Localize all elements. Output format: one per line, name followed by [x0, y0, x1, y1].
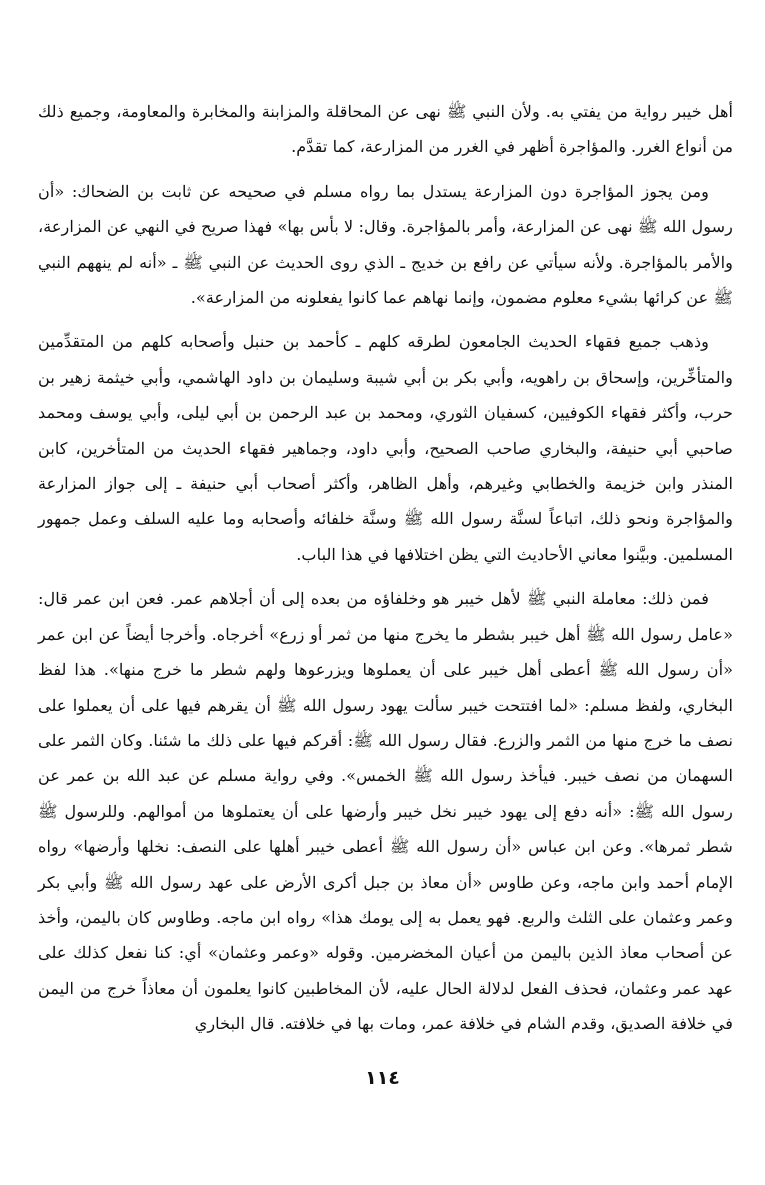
page-number: ١١٤ — [365, 1067, 400, 1089]
paragraph-4: فمن ذلك: معاملة النبي ﷺ لأهل خيبر هو وخلفاؤه من بعده إلى أن أجلاهم عمر. فعن ابن عمر قال: «عامل رسول الله ﷺ أهل خيبر بشطر ما يخرج منها من ثمر أو زرع» أخرجاه. وأخرجا أيضاً عن ابن عمر «أن رسول الله ﷺ أعطى أهل خيبر على أن يعملوها ويزرعوها ولهم شطر ما خرج منها». هذا لفظ البخاري، ولفظ مسلم: «لما افتتحت خيبر سألت يهود رسول الله ﷺ أن يقرهم فيها على أن يعملوا على نصف ما خرج منها من الثمر والزرع. فقال رسول الله ﷺ: أقركم فيها على ذلك ما شئنا. وكان الثمر على السهمان من نصف خيبر. فيأخذ رسول الله ﷺ الخمس». وفي رواية مسلم عن عبد الله بن عمر عن رسول الله ﷺ: «أنه دفع إلى يهود خيبر نخل خيبر وأرضها على أن يعتملوها من أموالهم. وللرسول ﷺ شطر ثمرها». وعن ابن عباس «أن رسول الله ﷺ أعطى خيبر أهلها على النصف: نخلها وأرضها» رواه الإمام أحمد وابن ماجه، وعن طاوس «أن معاذ بن جبل أكرى الأرض على عهد رسول الله ﷺ وأبي بكر وعمر وعثمان على الثلث والربع. فهو يعمل به إلى يومك هذا» رواه ابن ماجه. وطاوس كان باليمن، وأخذ عن أصحاب معاذ الذين باليمن من أعيان المخضرمين. وقوله «وعمر وعثمان» أي: كنا نفعل كذلك على عهد عمر وعثمان، فحذف الفعل لدلالة الحال عليه، لأن المخاطبين كانوا يعلمون أن معاذاً خرج من اليمن في خلافة الصديق، وقدم الشام في خلافة عمر، ومات بها في خلافته. قال البخاري — [38, 589, 733, 1034]
page-body — [38, 94, 733, 1185]
paragraph-3: وذهب جميع فقهاء الحديث الجامعون لطرقه كلهم ـ كأحمد بن حنبل وأصحابه كلهم من المتقدِّمين والمتأخِّرين، وإسحاق بن راهويه، وأبي بكر بن أبي شيبة وسليمان بن داود الهاشمي، وأبي خيثمة زهير بن حرب، وأكثر فقهاء الكوفيين، كسفيان الثوري، ومحمد بن عبد الرحمن بن أبي ليلى، وأبي يوسف ومحمد صاحبي أبي حنيفة، والبخاري صاحب الصحيح، وأبي داود، وجماهير فقهاء الحديث من المتأخرين، كابن المنذر وابن خزيمة والخطابي وغيرهم، وأهل الظاهر، وأكثر أصحاب أبي حنيفة ـ إلى جواز المزارعة والمؤاجرة ونحو ذلك، اتباعاً لسنَّة رسول الله ﷺ وسنَّة خلفائه وأصحابه وما عليه السلف وعمل جمهور المسلمين. وبيَّنوا معاني الأحاديث التي يظن اختلافها في هذا الباب. — [38, 332, 733, 564]
paragraph-1: أهل خيبر رواية من يفتي به. ولأن النبي ﷺ نهى عن المحاقلة والمزابنة والمخابرة والمعاومة، وجميع ذلك من أنواع الغرر. والمؤاجرة أظهر في الغرر من المزارعة، كما تقدَّم. — [38, 102, 733, 157]
paragraph-2: ومن يجوز المؤاجرة دون المزارعة يستدل بما رواه مسلم في صحيحه عن ثابت بن الضحاك: «أن رسول الله ﷺ نهى عن المزارعة، وأمر بالمؤاجرة. وقال: لا بأس بها» فهذا صريح في النهي عن المزارعة، والأمر بالمؤاجرة. ولأنه سيأتي عن رافع بن خديج ـ الذي روى الحديث عن النبي ﷺ ـ «أنه لم ينههم النبي ﷺ عن كرائها بشيء معلوم مضمون، وإنما نهاهم عما كانوا يفعلونه من المزارعة». — [38, 181, 733, 308]
